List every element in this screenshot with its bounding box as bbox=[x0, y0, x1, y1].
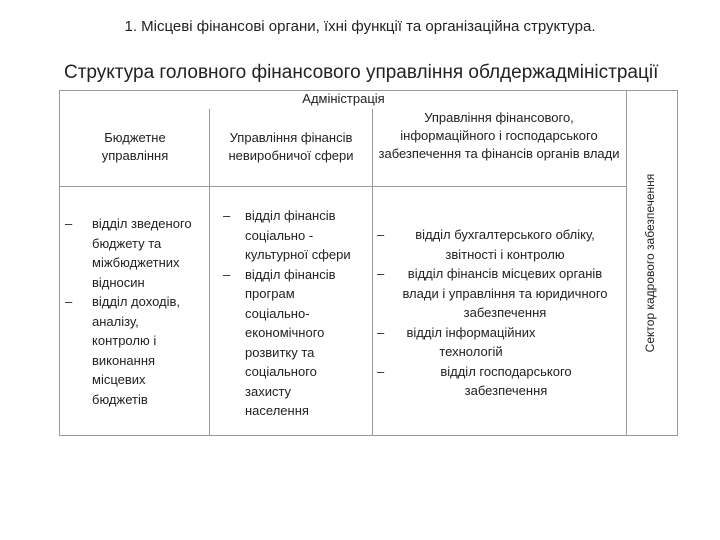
column-header-support: Управління фінансового, інформаційного і господарського забезпечення та фінансів органів влади bbox=[378, 110, 620, 161]
dash-bullet: – bbox=[65, 294, 73, 309]
list-item-label: відділ фінансів програм соціально- економічного розвитку та соціального захисту населення bbox=[245, 266, 336, 418]
structure-table bbox=[59, 90, 678, 436]
dash-bullet: – bbox=[65, 216, 73, 231]
support-department-list bbox=[373, 225, 626, 401]
list-item bbox=[210, 206, 365, 265]
list-item-label: відділ зведеного бюджету та міжбюджетних відносин bbox=[92, 216, 192, 290]
list-item bbox=[210, 265, 349, 421]
list-item-label: відділ бухгалтерського обліку, звітності і контролю bbox=[415, 227, 595, 262]
diagram-title: Структура головного фінансового управління облдержадміністрації bbox=[64, 62, 659, 83]
nonproduction-department-list bbox=[210, 206, 372, 421]
list-item bbox=[373, 225, 609, 264]
column-header-nonproduction: Управління фінансів невиробничої сфери bbox=[228, 130, 354, 163]
list-item-label: відділ фінансів соціально - культурної сфери bbox=[245, 208, 351, 262]
dash-bullet: – bbox=[377, 266, 385, 281]
dash-bullet: – bbox=[223, 266, 231, 282]
side-divider bbox=[626, 91, 627, 435]
list-item-label: відділ фінансів місцевих органів влади і управління та юридичного забезпечення bbox=[402, 266, 608, 320]
list-item bbox=[60, 214, 200, 292]
budget-department-list bbox=[60, 214, 209, 409]
header-divider bbox=[60, 186, 626, 187]
dash-bullet: – bbox=[377, 227, 385, 242]
column-header-budget: Бюджетне управління bbox=[101, 130, 169, 163]
list-item bbox=[373, 264, 609, 323]
list-item-label: відділ господарського забезпечення bbox=[440, 363, 572, 398]
dash-bullet: – bbox=[377, 324, 385, 340]
hr-sector-label: Сектор кадрового забезпечення bbox=[643, 173, 657, 353]
dash-bullet: – bbox=[223, 208, 231, 223]
administration-label: Адміністрація bbox=[302, 91, 385, 106]
list-item bbox=[373, 323, 541, 362]
list-item-label: відділ інформаційних технологій bbox=[406, 324, 536, 359]
list-item bbox=[60, 292, 200, 409]
dash-bullet: – bbox=[377, 363, 385, 379]
list-item-label: відділ доходів, аналізу, контролю і виконання місцевих бюджетів bbox=[92, 294, 181, 407]
page-heading: 1. Місцеві фінансові органи, їхні функції та організаційна структура. bbox=[124, 18, 596, 35]
list-item bbox=[373, 362, 611, 401]
